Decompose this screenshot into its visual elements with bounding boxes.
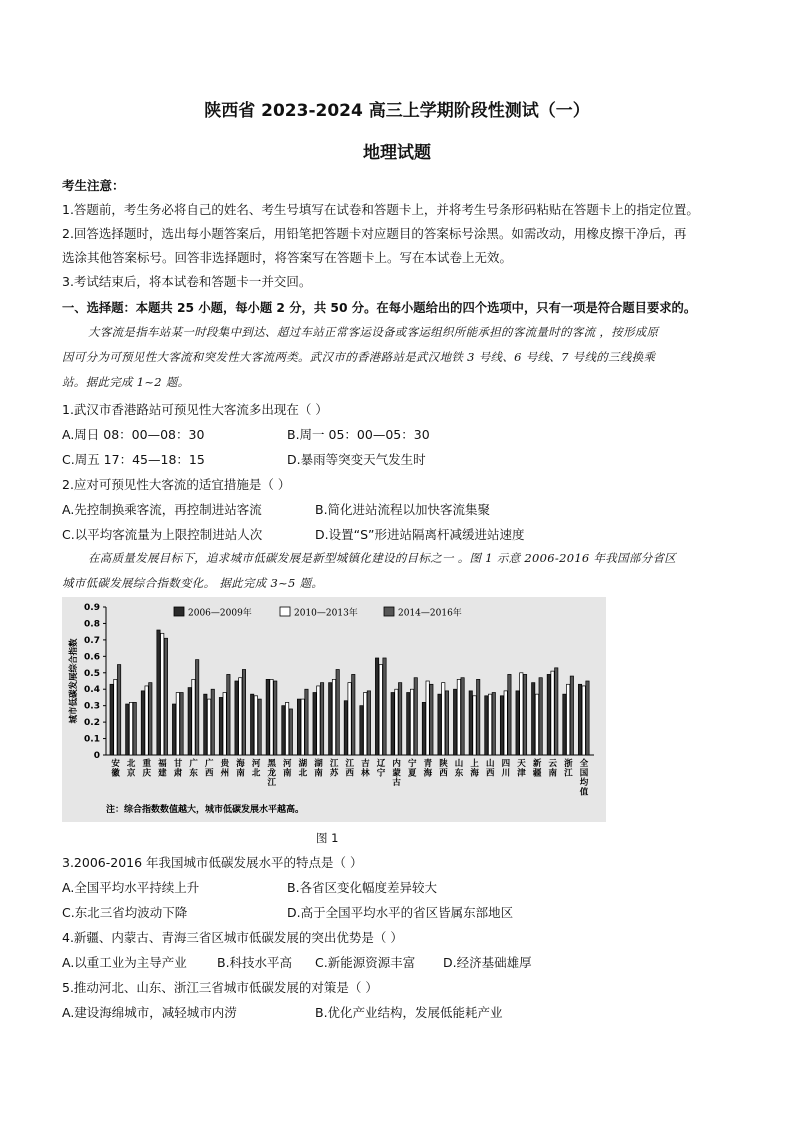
bar-2006—2009年 [141, 691, 144, 755]
x-tick-label: 宁夏 [407, 759, 417, 779]
bar-2010—2013年 [551, 671, 554, 755]
bar-2014—2016年 [352, 674, 355, 755]
bar-2014—2016年 [383, 658, 386, 755]
bar-2010—2013年 [270, 679, 273, 755]
passage1-line3: 站。据此完成 1~2 题。 [62, 375, 190, 389]
bar-2006—2009年 [578, 684, 581, 755]
bar-2006—2009年 [251, 694, 254, 755]
bar-2014—2016年 [149, 683, 152, 755]
bar-2010—2013年 [285, 702, 288, 755]
q5-option-b: B.优化产业结构，发展低能耗产业 [315, 1005, 503, 1020]
bar-2006—2009年 [375, 658, 378, 755]
q4-option-d: D.经济基础雄厚 [443, 955, 532, 970]
notice-item-2: 2.回答选择题时，选出每小题答案后，用铅笔把答题卡对应题目的答案标号涂黑。如需改动，用橡皮擦干净后，再 [62, 226, 687, 241]
q1-option-c: C.周五 17：45—18：15 [62, 452, 205, 467]
x-tick-label: 青海 [423, 759, 433, 779]
bar-2010—2013年 [566, 684, 569, 755]
bar-2006—2009年 [532, 683, 535, 755]
bar-2006—2009年 [313, 693, 316, 755]
x-tick-label: 北京 [126, 759, 136, 779]
bar-2006—2009年 [469, 691, 472, 755]
q2-option-a: A.先控制换乘客流，再控制进站客流 [62, 502, 262, 517]
passage1-line1: 大客流是指车站某一时段集中到达、超过车站正常客运设备或客运组织所能承担的客流量时的客流 ，按形成原 [88, 325, 659, 339]
bar-2010—2013年 [348, 683, 351, 755]
bar-2010—2013年 [426, 681, 429, 755]
bar-2010—2013年 [582, 686, 585, 755]
bar-2006—2009年 [485, 696, 488, 755]
figure-1-chart [62, 597, 606, 822]
y-axis-label: 城市低碳发展综合指数 [69, 638, 79, 724]
x-tick-label: 上海 [470, 759, 479, 779]
bar-2006—2009年 [204, 694, 207, 755]
y-tick-label: 0.3 [84, 701, 100, 712]
x-tick-label: 江苏 [329, 759, 339, 779]
q2-option-b: B.简化进站流程以加快客流集聚 [315, 502, 491, 517]
bar-2014—2016年 [508, 674, 511, 755]
x-tick-label: 贵州 [220, 759, 230, 779]
y-tick-label: 0.4 [84, 685, 100, 696]
q4-option-a: A.以重工业为主导产业 [62, 955, 187, 970]
bar-2010—2013年 [410, 689, 413, 755]
q4-option-c: C.新能源资源丰富 [315, 955, 416, 970]
bar-2014—2016年 [461, 678, 464, 755]
bar-2010—2013年 [520, 673, 523, 755]
bar-2014—2016年 [180, 693, 183, 755]
x-tick-label: 河北 [251, 759, 261, 779]
q3-option-b: B.各省区变化幅度差异较大 [287, 880, 438, 895]
q4-stem: 4.新疆、内蒙古、青海三省区城市低碳发展的突出优势是（ ） [62, 930, 403, 945]
bar-2014—2016年 [133, 702, 136, 755]
bar-2014—2016年 [336, 669, 339, 755]
bar-2014—2016年 [367, 691, 370, 755]
y-tick-label: 0.1 [84, 734, 100, 745]
x-tick-label: 福建 [158, 759, 167, 779]
bar-2010—2013年 [145, 686, 148, 755]
bar-2014—2016年 [164, 638, 167, 755]
x-tick-label: 内蒙古 [392, 759, 401, 788]
bar-2006—2009年 [407, 693, 410, 755]
bar-2010—2013年 [223, 693, 226, 755]
bar-chart-svg [62, 597, 606, 822]
x-tick-label: 山东 [454, 759, 464, 779]
bar-2014—2016年 [305, 689, 308, 755]
bar-2010—2013年 [395, 689, 398, 755]
bar-2010—2013年 [379, 665, 382, 755]
x-tick-label: 海南 [236, 759, 245, 779]
y-tick-label: 0.2 [84, 718, 100, 729]
bar-2006—2009年 [422, 702, 425, 755]
bar-2014—2016年 [117, 665, 120, 755]
bar-2006—2009年 [547, 674, 550, 755]
y-tick-label: 0 [93, 751, 100, 761]
q1-option-b: B.周一 05：00—05：30 [287, 427, 430, 442]
y-tick-label: 0.8 [84, 619, 100, 630]
bar-2014—2016年 [570, 676, 573, 755]
x-tick-label: 全国均值 [579, 759, 589, 798]
bar-2010—2013年 [254, 696, 257, 755]
legend-label: 2010—2013年 [294, 608, 358, 619]
x-tick-label: 湖南 [314, 759, 323, 779]
bar-2006—2009年 [126, 704, 129, 755]
bar-2010—2013年 [239, 678, 242, 755]
q1-option-d: D.暴雨等突变天气发生时 [287, 452, 426, 467]
q2-stem: 2.应对可预见性大客流的适宜措施是（ ） [62, 477, 291, 492]
bar-2010—2013年 [442, 683, 445, 755]
bar-2010—2013年 [176, 693, 179, 755]
bar-2010—2013年 [114, 679, 117, 755]
bar-2006—2009年 [172, 704, 175, 755]
x-tick-label: 广东 [189, 759, 198, 779]
q1-stem: 1.武汉市香港路站可预见性大客流多出现在（ ） [62, 402, 328, 417]
bar-2014—2016年 [227, 674, 230, 755]
bar-2014—2016年 [555, 668, 558, 755]
bar-2010—2013年 [535, 694, 538, 755]
bar-2010—2013年 [504, 691, 507, 755]
passage2-line1: 在高质量发展目标下，追求城市低碳发展是新型城镇化建设的目标之一 。图 1 示意 2006-2016 年我国部分省区 [88, 551, 677, 565]
bar-2006—2009年 [438, 694, 441, 755]
x-tick-label: 河南 [283, 759, 292, 779]
q5-stem: 5.推动河北、山东、浙江三省城市低碳发展的对策是（ ） [62, 980, 378, 995]
q3-option-d: D.高于全国平均水平的省区皆属东部地区 [287, 905, 514, 920]
q2-option-d: D.设置“S”形进站隔离杆减缓进站速度 [315, 527, 525, 542]
bar-2010—2013年 [457, 679, 460, 755]
bar-2006—2009年 [297, 699, 300, 755]
x-tick-label: 重庆 [142, 759, 152, 779]
bar-2006—2009年 [360, 706, 363, 755]
bar-2006—2009年 [391, 693, 394, 755]
x-tick-label: 江西 [345, 759, 355, 779]
bar-2006—2009年 [110, 684, 113, 755]
notice-heading: 考生注意： [62, 178, 125, 193]
bar-2014—2016年 [414, 678, 417, 755]
bar-2014—2016年 [211, 689, 214, 755]
y-tick-label: 0.9 [84, 603, 100, 613]
bar-2006—2009年 [453, 689, 456, 755]
x-tick-label: 黑龙江 [267, 759, 276, 788]
q3-option-a: A.全国平均水平持续上升 [62, 880, 200, 895]
y-tick-label: 0.6 [84, 652, 100, 663]
bar-2014—2016年 [523, 674, 526, 755]
bar-2014—2016年 [320, 683, 323, 755]
x-tick-label: 甘肃 [173, 759, 183, 779]
passage2-line2: 城市低碳发展综合指数变化。 据此完成 3~5 题。 [62, 576, 324, 590]
bar-2006—2009年 [188, 688, 191, 755]
bar-2014—2016年 [492, 693, 495, 755]
bar-2010—2013年 [473, 696, 476, 755]
x-tick-label: 新疆 [532, 759, 542, 779]
bar-2006—2009年 [516, 691, 519, 755]
figure-caption: 图 1 [316, 831, 339, 845]
y-tick-label: 0.7 [84, 635, 100, 646]
bar-2006—2009年 [157, 630, 160, 755]
bar-2010—2013年 [317, 686, 320, 755]
passage1-line2: 因可分为可预见性大客流和突发性大客流两类。武汉市的香港路站是武汉地铁 3 号线、6 号线、7 号线的三线换乘 [62, 350, 656, 364]
legend-swatch [174, 607, 184, 616]
bar-2014—2016年 [274, 681, 277, 755]
q5-option-a: A.建设海绵城市，减轻城市内涝 [62, 1005, 237, 1020]
legend-label: 2014—2016年 [398, 608, 462, 619]
bar-2014—2016年 [539, 678, 542, 755]
q3-option-c: C.东北三省均波动下降 [62, 905, 188, 920]
q2-option-c: C.以平均客流量为上限控制进站人次 [62, 527, 263, 542]
y-tick-label: 0.5 [84, 668, 100, 679]
x-tick-label: 广西 [204, 759, 214, 779]
notice-item-1: 1.答题前，考生务必将自己的姓名、考生号填写在试卷和答题卡上，并将考生号条形码粘贴在答题卡上的指定位置。 [62, 202, 699, 217]
x-tick-label: 陕西 [439, 759, 448, 779]
bar-2010—2013年 [488, 694, 491, 755]
bar-2010—2013年 [207, 699, 210, 755]
bar-2014—2016年 [586, 681, 589, 755]
legend-label: 2006—2009年 [188, 608, 252, 619]
x-tick-label: 天津 [517, 759, 526, 779]
bar-2014—2016年 [430, 684, 433, 755]
bar-2006—2009年 [563, 694, 566, 755]
legend-swatch [280, 607, 290, 616]
bar-2010—2013年 [161, 633, 164, 755]
bar-2014—2016年 [195, 660, 198, 755]
bar-2014—2016年 [477, 679, 480, 755]
q1-option-a: A.周日 08：00—08：30 [62, 427, 205, 442]
bar-2006—2009年 [344, 701, 347, 755]
bar-2006—2009年 [266, 679, 269, 755]
bar-2006—2009年 [282, 706, 285, 755]
bar-2014—2016年 [445, 691, 448, 755]
q4-option-b: B.科技水平高 [217, 955, 293, 970]
bar-2006—2009年 [500, 696, 503, 755]
bar-2010—2013年 [301, 699, 304, 755]
x-tick-label: 辽宁 [376, 759, 386, 779]
notice-item-3: 3.考试结束后，将本试卷和答题卡一并交回。 [62, 274, 312, 289]
bar-2010—2013年 [192, 679, 195, 755]
bar-2006—2009年 [329, 683, 332, 755]
bar-2014—2016年 [242, 669, 245, 755]
bar-2014—2016年 [398, 683, 401, 755]
q3-stem: 3.2006-2016 年我国城市低碳发展水平的特点是（ ） [62, 855, 363, 870]
subject-title: 地理试题 [363, 143, 431, 163]
notice-item-2-cont: 选涂其他答案标号。回答非选择题时，将答案写在答题卡上。写在本试卷上无效。 [62, 250, 513, 265]
x-tick-label: 吉林 [361, 759, 370, 779]
bar-2010—2013年 [129, 702, 132, 755]
x-tick-label: 浙江 [564, 759, 573, 779]
x-tick-label: 云南 [548, 759, 557, 779]
x-tick-label: 湖北 [298, 759, 308, 779]
x-tick-label: 安徽 [111, 759, 120, 779]
x-tick-label: 四川 [501, 759, 511, 779]
x-tick-label: 山西 [486, 759, 495, 779]
bar-2014—2016年 [289, 709, 292, 755]
page-title: 陕西省 2023-2024 高三上学期阶段性测试（一） [204, 101, 590, 121]
chart-note: 注：综合指数数值越大，城市低碳发展水平越高。 [106, 805, 305, 815]
bar-2010—2013年 [364, 693, 367, 755]
section-heading: 一、选择题：本题共 25 小题，每小题 2 分，共 50 分。在每小题给出的四个选项中，只有一项是符合题目要求的。 [62, 301, 697, 315]
bar-2006—2009年 [219, 697, 222, 755]
bar-2010—2013年 [332, 679, 335, 755]
bar-2014—2016年 [258, 699, 261, 755]
legend-swatch [384, 607, 394, 616]
bar-2006—2009年 [235, 681, 238, 755]
